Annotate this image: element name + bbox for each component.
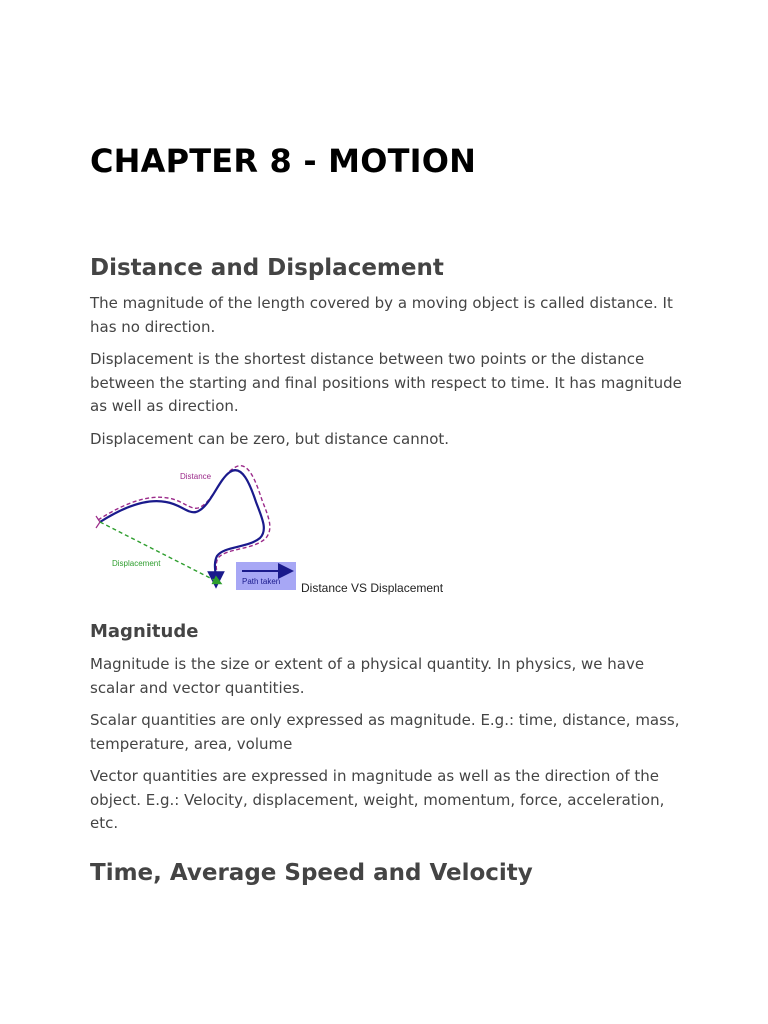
- distance-label: Distance: [180, 472, 212, 481]
- distance-paragraph-1: The magnitude of the length covered by a moving object is called distance. It has no direction.: [90, 294, 673, 336]
- displacement-line: [100, 522, 218, 582]
- distance-heading: Distance and Displacement: [90, 255, 444, 281]
- chapter-title: CHAPTER 8 - MOTION: [90, 142, 477, 180]
- time-speed-heading: Time, Average Speed and Velocity: [90, 860, 533, 886]
- start-marker: [96, 516, 100, 528]
- magnitude-paragraph-2: Scalar quantities are only expressed as magnitude. E.g.: time, distance, mass, temperature, area, volume: [90, 711, 680, 753]
- figure-caption: Distance VS Displacement: [301, 581, 444, 595]
- magnitude-paragraph-3: Vector quantities are expressed in magnitude as well as the direction of the object. E.g.: Velocity, displacement, weight, momentum, force, acceleration, etc.: [90, 767, 665, 832]
- magnitude-heading: Magnitude: [90, 621, 199, 642]
- magnitude-paragraph-1: Magnitude is the size or extent of a physical quantity. In physics, we have scalar and vector quantities.: [90, 655, 645, 697]
- distance-paragraph-3: Displacement can be zero, but distance cannot.: [90, 429, 450, 448]
- displacement-label: Displacement: [112, 559, 161, 568]
- distance-vs-displacement-figure: [90, 458, 450, 598]
- magnitude-section: [90, 620, 690, 845]
- path-taken-label: Path taken: [242, 577, 281, 586]
- time-speed-section: [90, 858, 690, 897]
- distance-section: [90, 253, 690, 460]
- distance-paragraph-2: Displacement is the shortest distance between two points or the distance between the starting and final positions with respect to time. It has magnitude as well as direction.: [90, 350, 682, 415]
